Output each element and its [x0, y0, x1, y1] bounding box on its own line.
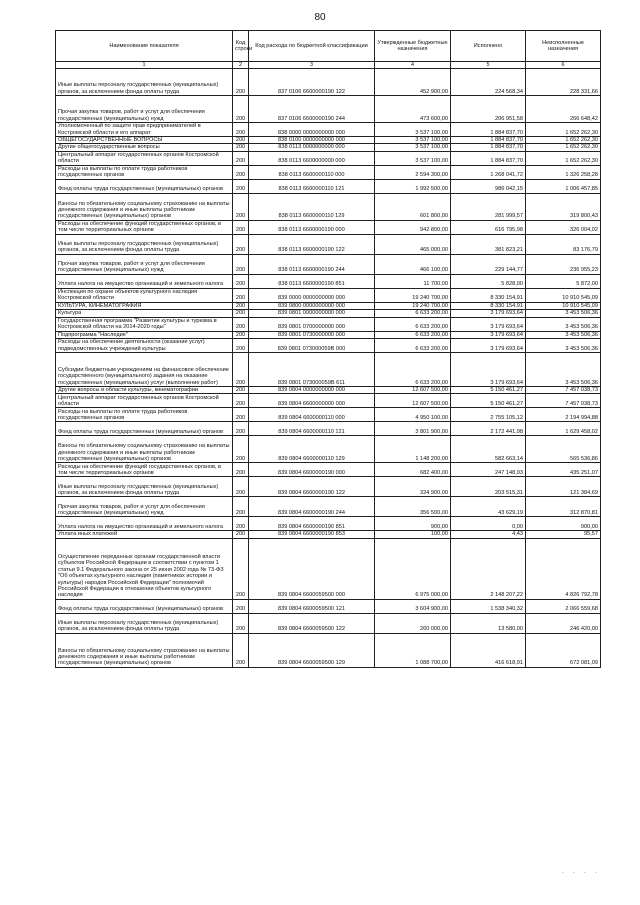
row-code: 200 — [233, 234, 249, 254]
row-budget-code: 839 0801 0000000000 000 — [249, 310, 375, 317]
row-budget-code: 839 0804 0000000000 000 — [249, 387, 375, 394]
column-number: 3 — [249, 62, 375, 69]
row-approved: 12 607 500,00 — [375, 394, 451, 408]
budget-execution-table — [55, 30, 601, 668]
table-row — [56, 96, 601, 123]
row-executed: 1 268 041,72 — [451, 165, 526, 179]
row-code: 200 — [233, 123, 249, 137]
row-budget-code: 839 0804 6600000110 129 — [249, 436, 375, 463]
row-approved: 3 604 900,00 — [375, 599, 451, 613]
row-name: Уполномоченный по защите прав предпринимателей в Костромской области и его аппарат — [56, 123, 233, 137]
row-unexecuted: 4 826 792,78 — [526, 538, 601, 599]
row-executed: 1 884 837,70 — [451, 144, 526, 151]
table-row — [56, 220, 601, 234]
table-row — [56, 517, 601, 531]
row-approved: 3 801 900,00 — [375, 422, 451, 436]
row-unexecuted: 7 457 038,73 — [526, 387, 601, 394]
row-budget-code: 838 0113 0000000000 000 — [249, 144, 375, 151]
row-budget-code: 838 0113 6600000190 000 — [249, 220, 375, 234]
row-name: Взносы по обязательному социальному страхованию на выплаты денежного содержания и иные выплаты работникам государственных (муниципальных) органов — [56, 193, 233, 220]
row-approved: 3 537 100,00 — [375, 151, 451, 165]
row-code: 200 — [233, 497, 249, 517]
row-unexecuted: 435 251,07 — [526, 463, 601, 477]
row-unexecuted: 319 800,43 — [526, 193, 601, 220]
row-executed: 5 828,00 — [451, 274, 526, 288]
row-approved: 11 700,00 — [375, 274, 451, 288]
row-executed: 616 795,98 — [451, 220, 526, 234]
row-budget-code: 838 0113 6600000000 000 — [249, 151, 375, 165]
row-name: Расходы на обеспечение деятельности (оказание услуг) подведомственных учреждений культуры — [56, 339, 233, 353]
column-header-name: Наименование показателя — [56, 31, 233, 62]
row-budget-code: 839 0000 0000000000 000 — [249, 288, 375, 302]
row-name: Фонд оплаты труда государственных (муниципальных) органов — [56, 599, 233, 613]
row-executed: 3 179 693,64 — [451, 310, 526, 317]
row-name: Другие общегосударственные вопросы — [56, 144, 233, 151]
row-executed: 13 580,00 — [451, 613, 526, 633]
row-budget-code: 839 0801 0700000000 000 — [249, 317, 375, 331]
row-executed: 0,00 — [451, 517, 526, 531]
row-code: 200 — [233, 477, 249, 497]
row-budget-code: 839 0804 6600059500 122 — [249, 613, 375, 633]
row-code: 200 — [233, 96, 249, 123]
row-code: 200 — [233, 137, 249, 144]
row-name: Осуществление переданных органам государственной власти субъектов Российской Федерации в соответствии с пунктом 1 статьи 9.1 Федерального закона от 25 июня 2002 года № 73-ФЗ "Об объектах культурного наследия (памятниках истории и культуры) народов Российской Федерации" полномочий Российской Федерации в отношении объектов культурного наследия — [56, 538, 233, 599]
row-budget-code: 839 0804 6600000110 000 — [249, 408, 375, 422]
row-budget-code: 839 0804 6600000190 122 — [249, 477, 375, 497]
row-executed: 416 618,91 — [451, 633, 526, 667]
row-unexecuted: 2 194 994,88 — [526, 408, 601, 422]
row-approved: 19 240 700,00 — [375, 288, 451, 302]
column-number: 6 — [526, 62, 601, 69]
row-executed: 2 755 105,12 — [451, 408, 526, 422]
row-name: Прочая закупка товаров, работ и услуг для обеспечения государственных (муниципальных) нужд — [56, 497, 233, 517]
row-code: 200 — [233, 274, 249, 288]
row-executed: 3 179 693,64 — [451, 317, 526, 331]
row-code: 200 — [233, 254, 249, 274]
row-name: Фонд оплаты труда государственных (муниципальных) органов — [56, 179, 233, 193]
table-row — [56, 193, 601, 220]
row-approved: 1 088 700,00 — [375, 633, 451, 667]
row-name: Взносы по обязательному социальному страхованию на выплаты денежного содержания и иные выплаты работникам государственных (муниципальных) органов — [56, 633, 233, 667]
row-code: 200 — [233, 331, 249, 338]
row-approved: 900,00 — [375, 517, 451, 531]
row-name: Прочая закупка товаров, работ и услуг для обеспечения государственных (муниципальных) нужд — [56, 96, 233, 123]
row-name: Расходы на выплаты по оплате труда работников государственных органов — [56, 165, 233, 179]
row-unexecuted: 312 870,81 — [526, 497, 601, 517]
row-code: 200 — [233, 531, 249, 538]
row-executed: 4,43 — [451, 531, 526, 538]
row-code: 200 — [233, 220, 249, 234]
row-unexecuted: 565 536,86 — [526, 436, 601, 463]
table-row — [56, 165, 601, 179]
row-name: Расходы на выплаты по оплате труда работников государственных органов — [56, 408, 233, 422]
row-budget-code: 837 0106 6600000190 122 — [249, 69, 375, 96]
row-budget-code: 838 0113 6600000190 244 — [249, 254, 375, 274]
row-unexecuted: 3 453 506,36 — [526, 331, 601, 338]
row-code: 200 — [233, 408, 249, 422]
row-executed: 247 148,93 — [451, 463, 526, 477]
row-code: 200 — [233, 538, 249, 599]
row-executed: 5 150 461,27 — [451, 394, 526, 408]
row-executed: 2 172 441,98 — [451, 422, 526, 436]
row-unexecuted: 1 326 258,28 — [526, 165, 601, 179]
row-unexecuted: 1 652 262,30 — [526, 144, 601, 151]
table-row — [56, 613, 601, 633]
row-budget-code: 838 0113 6600000110 000 — [249, 165, 375, 179]
table-row — [56, 288, 601, 302]
row-code: 200 — [233, 633, 249, 667]
row-executed: 8 330 154,91 — [451, 288, 526, 302]
row-code: 200 — [233, 613, 249, 633]
row-unexecuted: 1 006 457,85 — [526, 179, 601, 193]
row-budget-code: 838 0113 6600000190 851 — [249, 274, 375, 288]
table-row — [56, 331, 601, 338]
table-row — [56, 144, 601, 151]
row-unexecuted: 672 081,09 — [526, 633, 601, 667]
row-executed: 3 179 693,64 — [451, 331, 526, 338]
table-row — [56, 69, 601, 96]
row-approved: 942 800,00 — [375, 220, 451, 234]
page-number: 80 — [314, 12, 326, 23]
row-executed: 1 884 837,70 — [451, 123, 526, 137]
row-code: 200 — [233, 179, 249, 193]
row-name: Центральный аппарат государственных органов Костромской области — [56, 394, 233, 408]
row-code: 200 — [233, 165, 249, 179]
table-row — [56, 633, 601, 667]
row-executed: 43 629,19 — [451, 497, 526, 517]
row-executed: 3 179 693,64 — [451, 339, 526, 353]
table-row — [56, 538, 601, 599]
table-row — [56, 151, 601, 165]
row-budget-code: 839 0804 6600059500 129 — [249, 633, 375, 667]
row-executed: 3 179 693,64 — [451, 353, 526, 387]
row-unexecuted: 3 453 506,36 — [526, 353, 601, 387]
row-executed: 206 951,58 — [451, 96, 526, 123]
row-name: Иные выплаты персоналу государственных (муниципальных) органов, за исключением фонда оплаты труда — [56, 234, 233, 254]
row-unexecuted: 10 910 545,09 — [526, 302, 601, 309]
row-approved: 19 240 700,00 — [375, 302, 451, 309]
row-executed: 281 999,57 — [451, 193, 526, 220]
row-name: Инспекция по охране объектов культурного наследия Костромской области — [56, 288, 233, 302]
table-row — [56, 497, 601, 517]
row-name: ОБЩЕГОСУДАРСТВЕННЫЕ ВОПРОСЫ — [56, 137, 233, 144]
row-unexecuted: 7 457 038,73 — [526, 394, 601, 408]
row-executed: 1 538 340,32 — [451, 599, 526, 613]
row-unexecuted: 3 453 506,36 — [526, 339, 601, 353]
row-name: Расходы на обеспечение функций государственных органов, в том числе территориальных органов — [56, 220, 233, 234]
table-row — [56, 599, 601, 613]
column-header-code: Код строки — [233, 31, 249, 62]
row-budget-code: 839 0801 073000059В 611 — [249, 353, 375, 387]
row-unexecuted: 326 004,02 — [526, 220, 601, 234]
column-number: 1 — [56, 62, 233, 69]
table-row — [56, 310, 601, 317]
row-executed: 582 663,14 — [451, 436, 526, 463]
row-budget-code: 839 0804 6600059500 121 — [249, 599, 375, 613]
row-approved: 466 100,00 — [375, 254, 451, 274]
row-unexecuted: 1 629 458,02 — [526, 422, 601, 436]
row-unexecuted: 266 648,42 — [526, 96, 601, 123]
row-budget-code: 839 0804 6600000110 121 — [249, 422, 375, 436]
row-code: 200 — [233, 517, 249, 531]
table-row — [56, 531, 601, 538]
row-name: Подпрограмма "Наследие" — [56, 331, 233, 338]
row-name: Иные выплаты персоналу государственных (муниципальных) органов, за исключением фонда оплаты труда — [56, 477, 233, 497]
row-approved: 452 900,00 — [375, 69, 451, 96]
row-unexecuted: 2 066 559,68 — [526, 599, 601, 613]
row-name: Иные выплаты персоналу государственных (муниципальных) органов, за исключением фонда оплаты труда — [56, 69, 233, 96]
row-unexecuted: 236 955,23 — [526, 254, 601, 274]
row-approved: 1 992 500,00 — [375, 179, 451, 193]
table-row — [56, 137, 601, 144]
table-row — [56, 254, 601, 274]
row-budget-code: 838 0000 0000000000 000 — [249, 123, 375, 137]
table-row — [56, 339, 601, 353]
row-approved: 473 600,00 — [375, 96, 451, 123]
table-row — [56, 317, 601, 331]
row-approved: 6 633 200,00 — [375, 310, 451, 317]
column-header-approved: Утвержденные бюджетные назначения — [375, 31, 451, 62]
row-budget-code: 839 0804 6600000190 851 — [249, 517, 375, 531]
row-budget-code: 838 0113 6600000190 122 — [249, 234, 375, 254]
column-header-unexecuted: Неисполненные назначения — [526, 31, 601, 62]
row-executed: 5 150 461,27 — [451, 387, 526, 394]
row-unexecuted: 1 652 262,30 — [526, 137, 601, 144]
table-body — [56, 69, 601, 668]
row-unexecuted: 1 652 262,30 — [526, 151, 601, 165]
column-header-budget-code: Код расхода по бюджетной классификации — [249, 31, 375, 62]
column-number: 2 — [233, 62, 249, 69]
table-row — [56, 422, 601, 436]
column-header-executed: Исполнено — [451, 31, 526, 62]
table-row — [56, 234, 601, 254]
table-row — [56, 302, 601, 309]
row-executed: 2 148 207,22 — [451, 538, 526, 599]
row-name: Расходы на обеспечение функций государственных органов, в том числе территориальных органов — [56, 463, 233, 477]
row-approved: 601 800,00 — [375, 193, 451, 220]
row-budget-code: 839 0804 6600000190 000 — [249, 463, 375, 477]
row-approved: 356 500,00 — [375, 497, 451, 517]
table-row — [56, 477, 601, 497]
row-approved: 324 900,00 — [375, 477, 451, 497]
row-name: Прочая закупка товаров, работ и услуг для обеспечения государственных (муниципальных) нужд — [56, 254, 233, 274]
row-name: Уплата иных платежей — [56, 531, 233, 538]
row-budget-code: 839 0800 0000000000 000 — [249, 302, 375, 309]
row-approved: 3 537 100,00 — [375, 123, 451, 137]
table-row — [56, 274, 601, 288]
row-unexecuted: 900,00 — [526, 517, 601, 531]
table-row — [56, 123, 601, 137]
row-code: 200 — [233, 387, 249, 394]
row-unexecuted: 228 331,66 — [526, 69, 601, 96]
row-unexecuted: 121 384,69 — [526, 477, 601, 497]
row-name: Культура — [56, 310, 233, 317]
row-code: 200 — [233, 599, 249, 613]
row-budget-code: 838 0113 6600000110 121 — [249, 179, 375, 193]
row-code: 200 — [233, 317, 249, 331]
table-row — [56, 387, 601, 394]
row-approved: 6 975 000,00 — [375, 538, 451, 599]
row-budget-code: 839 0804 6600000190 244 — [249, 497, 375, 517]
row-unexecuted: 1 652 262,30 — [526, 123, 601, 137]
row-executed: 203 515,31 — [451, 477, 526, 497]
row-approved: 6 633 200,00 — [375, 339, 451, 353]
row-approved: 6 633 200,00 — [375, 317, 451, 331]
column-number: 5 — [451, 62, 526, 69]
row-name: Уплата налога на имущество организаций и земельного налога — [56, 274, 233, 288]
column-number-row — [56, 62, 601, 69]
row-name: Фонд оплаты труда государственных (муниципальных) органов — [56, 422, 233, 436]
table-header-row — [56, 31, 601, 62]
row-name: Центральный аппарат государственных органов Костромской области — [56, 151, 233, 165]
row-code: 200 — [233, 288, 249, 302]
row-budget-code: 838 0100 0000000000 000 — [249, 137, 375, 144]
table-row — [56, 179, 601, 193]
row-name: Иные выплаты персоналу государственных (муниципальных) органов, за исключением фонда оплаты труда — [56, 613, 233, 633]
row-approved: 682 400,00 — [375, 463, 451, 477]
row-approved: 465 000,00 — [375, 234, 451, 254]
table-row — [56, 408, 601, 422]
row-approved: 260 000,00 — [375, 613, 451, 633]
row-executed: 986 042,15 — [451, 179, 526, 193]
row-unexecuted: 95,57 — [526, 531, 601, 538]
row-approved: 4 950 100,00 — [375, 408, 451, 422]
row-budget-code: 838 0113 6600000110 129 — [249, 193, 375, 220]
row-approved: 2 594 300,00 — [375, 165, 451, 179]
table-row — [56, 463, 601, 477]
row-code: 200 — [233, 463, 249, 477]
table-row — [56, 394, 601, 408]
row-unexecuted: 3 453 506,36 — [526, 317, 601, 331]
row-name: Субсидии бюджетным учреждениям на финансовое обеспечение государственного (муниципального) задания на оказание государственных (муниципальных) услуг (выполнение работ) — [56, 353, 233, 387]
row-code: 200 — [233, 353, 249, 387]
row-code: 200 — [233, 339, 249, 353]
row-unexecuted: 5 872,00 — [526, 274, 601, 288]
row-approved: 6 633 200,00 — [375, 331, 451, 338]
row-approved: 1 148 200,00 — [375, 436, 451, 463]
row-unexecuted: 83 176,79 — [526, 234, 601, 254]
row-approved: 12 607 500,00 — [375, 387, 451, 394]
scan-speckles: · · · · — [561, 868, 600, 877]
row-executed: 1 884 837,70 — [451, 151, 526, 165]
row-name: КУЛЬТУРА, КИНЕМАТОГРАФИЯ — [56, 302, 233, 309]
row-executed: 1 884 837,70 — [451, 137, 526, 144]
row-code: 200 — [233, 193, 249, 220]
row-approved: 6 633 200,00 — [375, 353, 451, 387]
row-code: 200 — [233, 310, 249, 317]
row-approved: 3 537 100,00 — [375, 144, 451, 151]
row-code: 200 — [233, 394, 249, 408]
row-executed: 8 330 154,91 — [451, 302, 526, 309]
row-executed: 381 823,21 — [451, 234, 526, 254]
row-approved: 100,00 — [375, 531, 451, 538]
row-name: Другие вопросы в области культуры, кинематографии — [56, 387, 233, 394]
table-row — [56, 436, 601, 463]
row-unexecuted: 3 453 506,36 — [526, 310, 601, 317]
row-budget-code: 837 0106 6600000190 244 — [249, 96, 375, 123]
row-executed: 224 568,34 — [451, 69, 526, 96]
row-budget-code: 839 0804 6600059500 000 — [249, 538, 375, 599]
row-code: 200 — [233, 436, 249, 463]
row-code: 200 — [233, 422, 249, 436]
row-code: 200 — [233, 144, 249, 151]
column-number: 4 — [375, 62, 451, 69]
row-budget-code: 839 0801 0730000000 000 — [249, 331, 375, 338]
row-unexecuted: 10 910 545,09 — [526, 288, 601, 302]
row-approved: 3 537 100,00 — [375, 137, 451, 144]
table-row — [56, 353, 601, 387]
row-unexecuted: 246 420,00 — [526, 613, 601, 633]
row-code: 200 — [233, 302, 249, 309]
row-budget-code: 839 0804 6600000000 000 — [249, 394, 375, 408]
row-name: Государственная программа "Развитие культуры и туризма в Костромской области на 2014-2020 годы" — [56, 317, 233, 331]
row-budget-code: 839 0801 073000059В 000 — [249, 339, 375, 353]
row-code: 200 — [233, 151, 249, 165]
row-name: Уплата налога на имущество организаций и земельного налога — [56, 517, 233, 531]
row-name: Взносы по обязательному социальному страхованию на выплаты денежного содержания и иные выплаты работникам государственных (муниципальных) органов — [56, 436, 233, 463]
row-executed: 229 144,77 — [451, 254, 526, 274]
row-code: 200 — [233, 69, 249, 96]
row-budget-code: 839 0804 6600000190 853 — [249, 531, 375, 538]
